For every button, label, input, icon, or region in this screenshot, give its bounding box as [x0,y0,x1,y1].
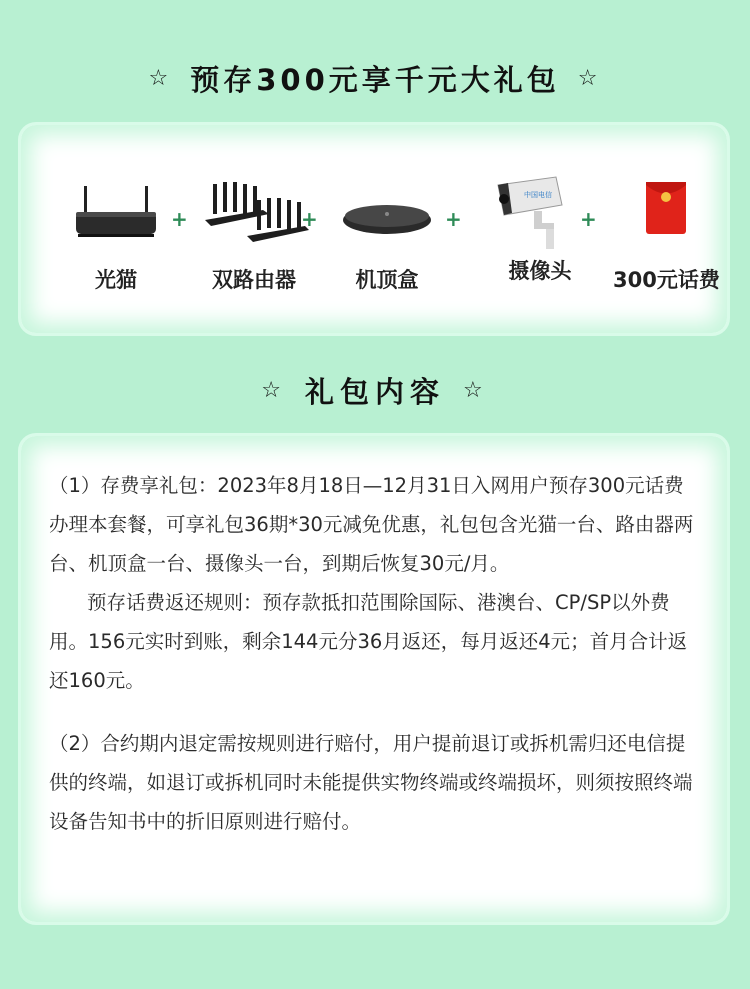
rule-paragraph-1: （1）存费享礼包：2023年8月18日—12月31日入网用户预存300元话费办理本套餐，可享礼包36期*30元减免优惠，礼包包含光猫一台、路由器两台、机顶盒一台、摄像头一台，到期后恢复30元/月。 [49,474,694,575]
star-icon: ☆ [148,65,173,91]
product-set-top-box [337,180,437,294]
red-envelope-icon [616,180,716,260]
router-icon [199,180,309,260]
star-icon: ☆ [261,377,287,403]
rule-paragraph-refund: 预存话费返还规则：预存款抵扣范围除国际、港澳台、CP/SP以外费用。156元实时到账，剩余144元分36月返还，每月返还4元；首月合计返还160元。 [49,591,688,692]
svg-text:中国电信: 中国电信 [524,191,552,199]
plus-sign: + [171,207,188,231]
star-icon: ☆ [577,65,602,91]
rules-card [18,433,730,925]
gift-items-card [18,122,730,336]
product-router [199,180,309,294]
product-modem [66,180,166,294]
camera-icon [490,171,590,260]
plus-sign: + [301,207,318,231]
modem-icon [66,180,166,260]
product-label: 双路由器 [212,268,296,292]
product-label: 300元话费 [613,268,720,292]
page-title-text: 预存300元享千元大礼包 [190,62,560,97]
product-camera [490,171,590,285]
page-title [0,56,750,100]
section-title-gift-content [0,368,750,412]
plus-sign: + [580,207,597,231]
product-label: 摄像头 [508,259,572,283]
set-top-box-icon [337,180,437,260]
section-title-text: 礼包内容 [304,374,445,409]
plus-sign: + [445,207,462,231]
star-icon: ☆ [463,377,489,403]
product-label: 光猫 [95,268,137,292]
product-label: 机顶盒 [355,268,419,292]
product-phone-credit [613,180,720,294]
rule-paragraph-2: （2）合约期内退定需按规则进行赔付，用户提前退订或拆机需归还电信提供的终端，如退订或拆机同时未能提供实物终端或终端损坏，则须按照终端设备告知书中的折旧原则进行赔付。 [49,732,693,833]
rules-text [49,466,699,841]
